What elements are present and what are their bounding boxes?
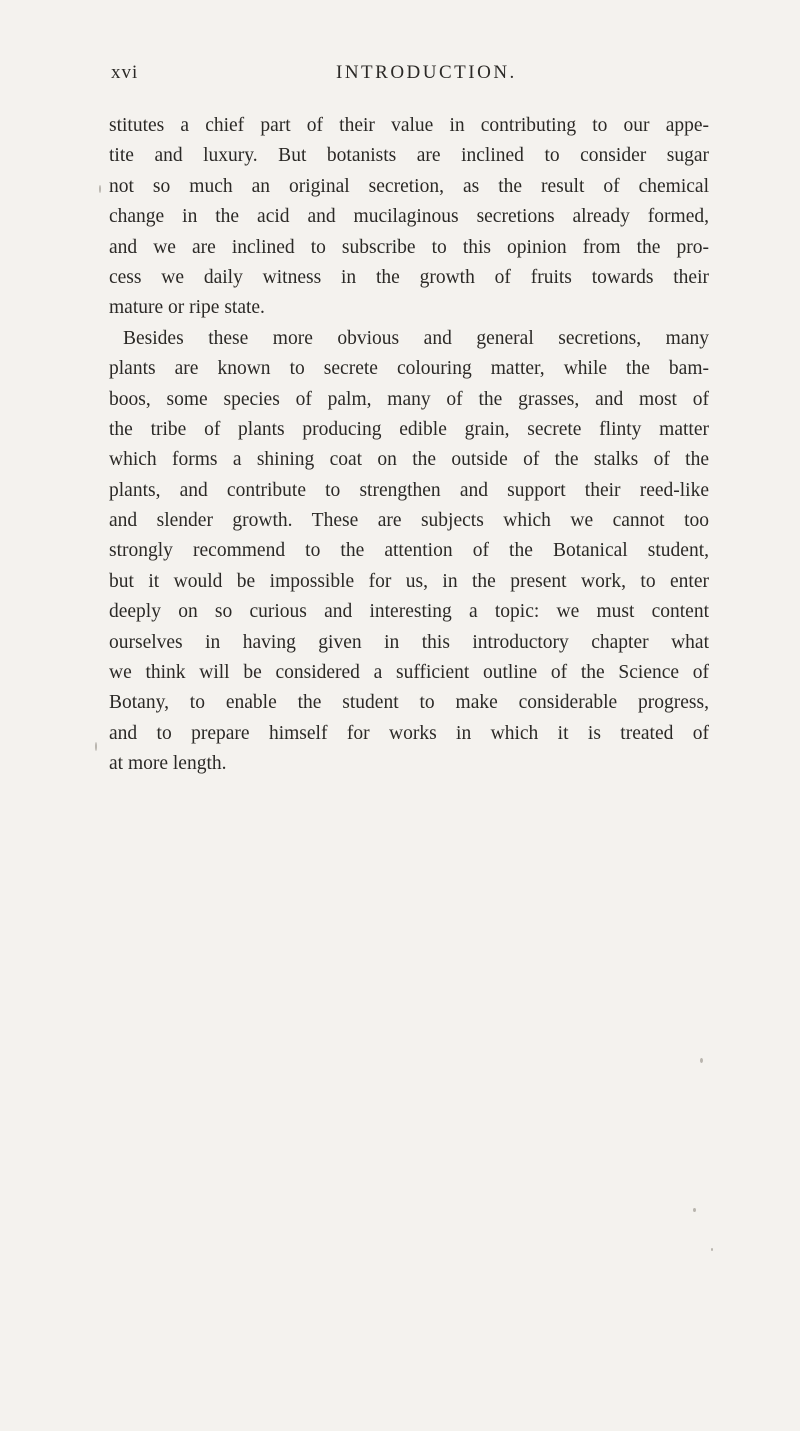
text-line: cess we daily witness in the growth of fruits towards their bbox=[109, 266, 709, 288]
text-line: strongly recommend to the attention of the Botanical student, bbox=[109, 540, 709, 562]
text-line: Botany, to enable the student to make considerable progress, bbox=[109, 692, 709, 714]
text-line: tite and luxury. But botanists are inclined to consider sugar bbox=[109, 145, 709, 167]
text-line: ourselves in having given in this introductory chapter what bbox=[109, 631, 709, 653]
text-line: but it would be impossible for us, in the present work, to enter bbox=[109, 570, 709, 592]
text-line: and to prepare himself for works in which it is treated of bbox=[109, 722, 709, 744]
text-line: Besides these more obvious and general secretions, many bbox=[123, 327, 709, 349]
text-line: plants, and contribute to strengthen and support their reed-like bbox=[109, 479, 709, 501]
text-line: stitutes a chief part of their value in contributing to our appe- bbox=[109, 115, 709, 136]
text-line: and slender growth. These are subjects which we cannot too bbox=[109, 510, 709, 532]
text-line: we think will be considered a sufficient outline of the Science of bbox=[109, 662, 709, 684]
body-text bbox=[109, 111, 709, 780]
text-line: which forms a shining coat on the outside of the stalks of the bbox=[109, 449, 709, 471]
paper-speck bbox=[99, 185, 101, 193]
text-line: the tribe of plants producing edible grain, secrete flinty matter bbox=[109, 418, 709, 440]
text-line: at more length. bbox=[109, 753, 227, 775]
paper-speck bbox=[700, 1058, 703, 1063]
text-line: mature or ripe state. bbox=[109, 297, 265, 319]
text-line: plants are known to secrete colouring matter, while the bam- bbox=[109, 358, 709, 380]
running-head-title: INTRODUCTION. bbox=[336, 62, 517, 83]
running-head bbox=[0, 62, 800, 92]
text-line: not so much an original secretion, as the result of chemical bbox=[109, 175, 709, 197]
text-line: change in the acid and mucilaginous secretions already formed, bbox=[109, 206, 709, 228]
paper-speck bbox=[693, 1208, 696, 1212]
text-line: boos, some species of palm, many of the grasses, and most of bbox=[109, 388, 709, 410]
text-line: and we are inclined to subscribe to this opinion from the pro- bbox=[109, 236, 709, 258]
page-number: xvi bbox=[111, 62, 139, 83]
paper-speck bbox=[711, 1248, 713, 1251]
paper-speck bbox=[95, 742, 97, 751]
text-line: deeply on so curious and interesting a topic: we must content bbox=[109, 601, 709, 623]
